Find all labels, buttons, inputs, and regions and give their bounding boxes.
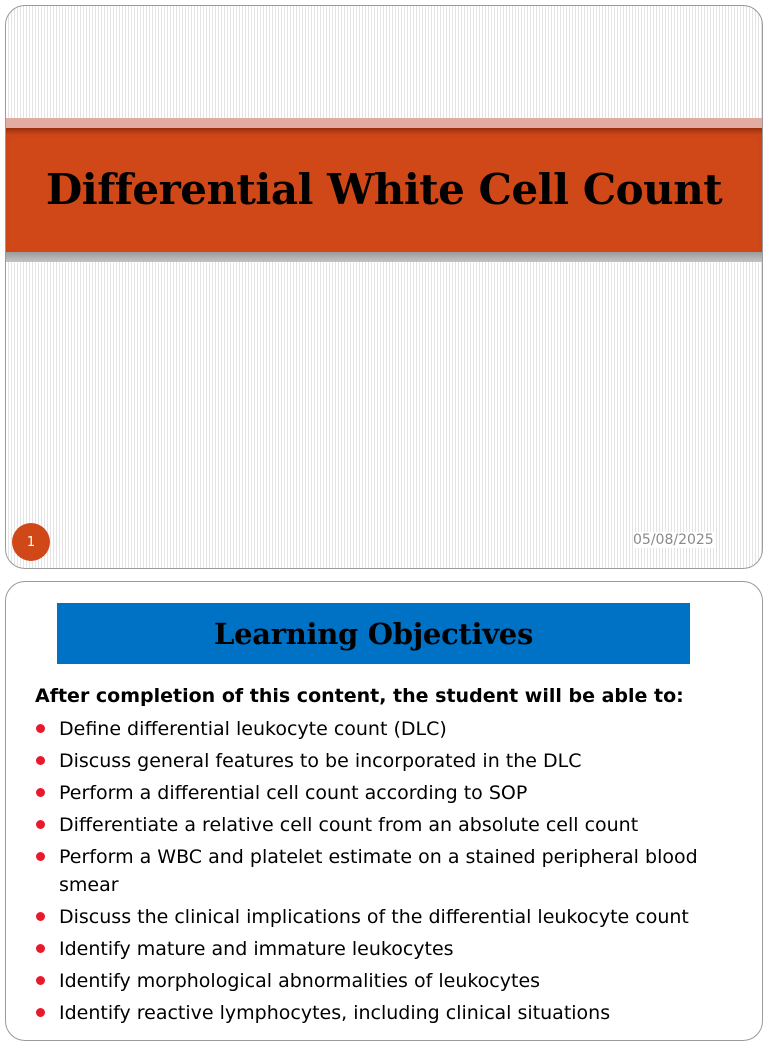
objectives-list bbox=[34, 715, 749, 1031]
objective-item bbox=[34, 967, 749, 995]
objective-text: Discuss the clinical implications of the differential leukocyte count bbox=[59, 906, 689, 928]
objective-text: Identify mature and immature leukocytes bbox=[59, 938, 454, 960]
title-slide bbox=[5, 5, 763, 569]
bullet-dot-icon bbox=[36, 756, 45, 765]
objective-text: Identify morphological abnormalities of leukocytes bbox=[59, 970, 541, 992]
slide-number-badge: 1 bbox=[12, 523, 50, 561]
bullet-dot-icon bbox=[36, 912, 45, 921]
objective-item bbox=[34, 811, 749, 839]
slide-heading: Learning Objectives bbox=[214, 616, 533, 651]
objective-text: Differentiate a relative cell count from an absolute cell count bbox=[59, 814, 639, 836]
title-band-top-stripe bbox=[6, 118, 762, 128]
objective-item bbox=[34, 999, 749, 1027]
learning-objectives-slide bbox=[5, 581, 763, 1041]
objective-text: Define differential leukocyte count (DLC) bbox=[59, 718, 447, 740]
intro-text: After completion of this content, the student will be able to: bbox=[35, 685, 684, 707]
objective-text: Perform a WBC and platelet estimate on a stained peripheral blood smear bbox=[59, 846, 698, 896]
bullet-dot-icon bbox=[36, 944, 45, 953]
bullet-dot-icon bbox=[36, 852, 45, 861]
bullet-dot-icon bbox=[36, 724, 45, 733]
slide-title: Differential White Cell Count bbox=[45, 164, 723, 214]
objective-item bbox=[34, 779, 749, 807]
title-band-bottom-stripe bbox=[6, 252, 762, 262]
objective-item bbox=[34, 747, 749, 775]
objective-item bbox=[34, 715, 749, 743]
slide-date: 05/08/2025 bbox=[633, 532, 714, 548]
objective-text: Perform a differential cell count according to SOP bbox=[59, 782, 528, 804]
objective-item bbox=[34, 843, 749, 899]
bullet-dot-icon bbox=[36, 820, 45, 829]
bullet-dot-icon bbox=[36, 1008, 45, 1017]
objective-text: Discuss general features to be incorporated in the DLC bbox=[59, 750, 582, 772]
objective-item bbox=[34, 935, 749, 963]
bullet-dot-icon bbox=[36, 788, 45, 797]
bullet-dot-icon bbox=[36, 976, 45, 985]
objective-text: Identify reactive lymphocytes, including clinical situations bbox=[59, 1002, 611, 1024]
heading-banner bbox=[57, 603, 690, 664]
title-band bbox=[6, 128, 762, 252]
objective-item bbox=[34, 903, 749, 931]
